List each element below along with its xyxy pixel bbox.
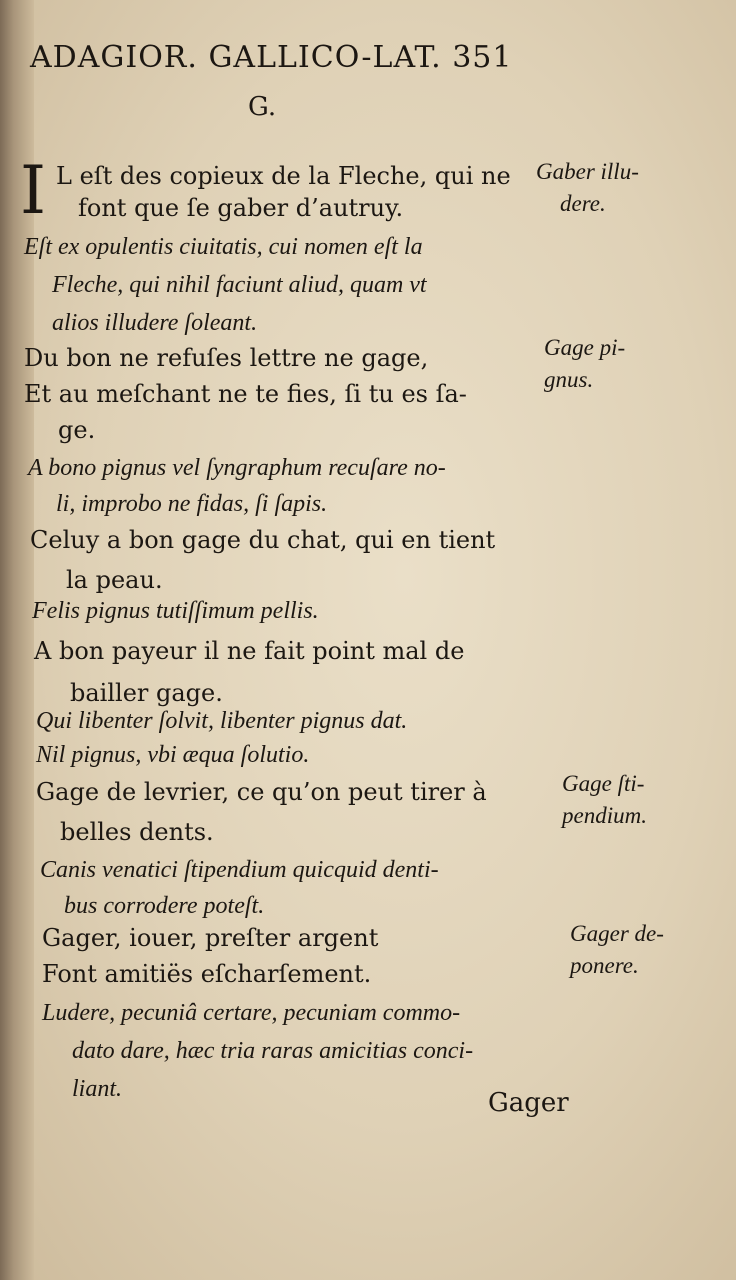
text-line: li, improbo ne fidas, ſi ſapis. <box>56 491 328 517</box>
note-line: Gage ſti- <box>562 771 645 796</box>
text-line: Ludere, pecuniâ certare, pecuniam commo- <box>42 1000 461 1026</box>
text-line: bailler gage. <box>70 679 223 707</box>
text-line: la peau. <box>66 566 163 594</box>
note-line: Gager de- <box>570 921 664 946</box>
text-line: A bon payeur il ne fait point mal de <box>34 637 465 665</box>
margin-note-4 <box>570 918 664 982</box>
margin-note-1 <box>536 156 639 220</box>
entry-5-latin <box>40 852 439 924</box>
entry-2-french <box>24 340 467 448</box>
text-line: Felis pignus tutiſſimum pellis. <box>32 598 319 624</box>
text-line: font que ſe gaber d’autruy. <box>78 194 404 222</box>
entry-4-latin <box>36 704 407 772</box>
entry-3-latin <box>32 596 319 626</box>
text-line: Eſt ex opulentis ciuitatis, cui nomen eſt la <box>24 234 423 260</box>
note-line: pendium. <box>562 803 647 828</box>
text-line: Du bon ne refuſes lettre ne gage, <box>24 344 429 372</box>
text-line: bus corrodere poteſt. <box>64 893 265 919</box>
text-line: Celuy a bon gage du chat, qui en tient <box>30 526 496 554</box>
text-line: Qui libenter ſolvit, libenter pignus dat. <box>36 708 408 734</box>
page-number: 351 <box>452 40 513 75</box>
entry-1-french <box>56 160 511 224</box>
entry-2-latin <box>28 450 446 522</box>
margin-note-3 <box>562 768 647 832</box>
section-letter: G. <box>248 92 277 122</box>
text-line: A bono pignus vel ſyngraphum recuſare no- <box>28 455 446 481</box>
drop-cap: I <box>20 152 47 229</box>
text-line: Fleche, qui nihil faciunt aliud, quam vt <box>52 272 427 298</box>
running-header <box>30 40 530 75</box>
running-title: ADAGIOR. GALLICO-LAT. <box>30 40 442 75</box>
text-line: alios illudere ſoleant. <box>52 310 258 336</box>
entry-6-french <box>42 920 378 992</box>
margin-note-2 <box>544 332 625 396</box>
catchword: Gager <box>488 1088 569 1118</box>
text-line: Gage de levrier, ce qu’on peut tirer à <box>36 778 487 806</box>
text-line: Et au meſchant ne te fies, ſi tu es ſa- <box>24 380 467 408</box>
note-line: gnus. <box>544 367 594 392</box>
text-line: liant. <box>72 1076 123 1102</box>
text-line: Nil pignus, vbi æqua ſolutio. <box>36 742 310 768</box>
text-line: belles dents. <box>60 818 214 846</box>
entry-4-french <box>34 630 464 714</box>
note-line: ponere. <box>570 953 639 978</box>
note-line: Gaber illu- <box>536 159 639 184</box>
text-line: dato dare, hæc tria raras amicitias conci- <box>72 1038 474 1064</box>
note-line: Gage pi- <box>544 335 626 360</box>
entry-6-latin <box>42 994 473 1108</box>
text-line: Canis venatici ſtipendium quicquid denti- <box>40 857 439 883</box>
text-line: ge. <box>58 416 96 444</box>
text-line: Font amitiës eſcharſement. <box>42 960 372 988</box>
text-line: L eſt des copieux de la Fleche, qui ne <box>56 162 511 190</box>
entry-3-french <box>30 520 495 600</box>
entry-5-french <box>36 772 487 852</box>
note-line: dere. <box>560 191 606 216</box>
text-line: Gager, iouer, preſter argent <box>42 924 379 952</box>
entry-1-latin <box>24 228 427 342</box>
